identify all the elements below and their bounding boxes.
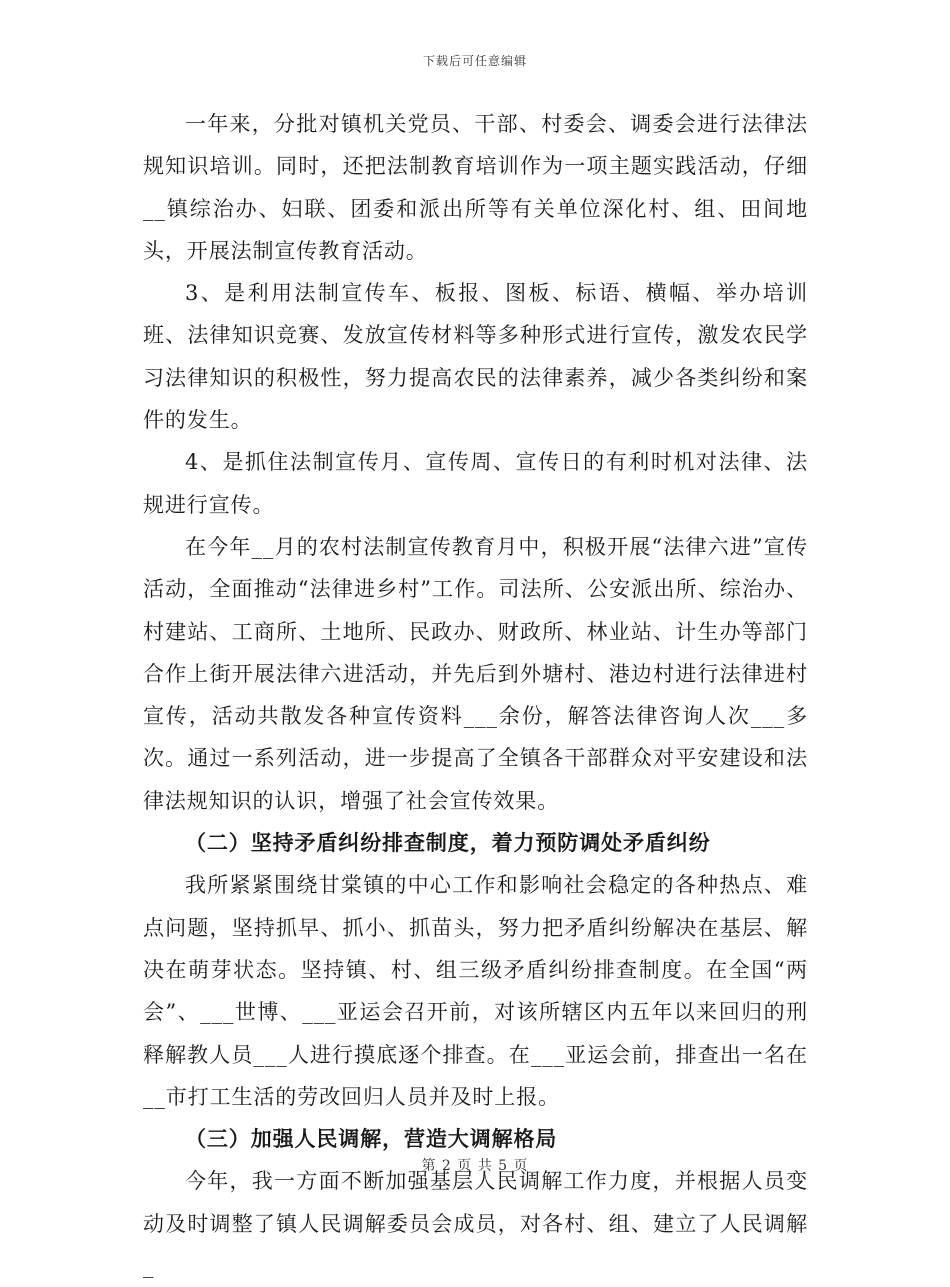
page-header: 下载后可任意编辑 xyxy=(422,54,527,68)
paragraph-item-3: 3、是利用法制宣传车、板报、图板、标语、横幅、举办培训班、法律知识竞赛、发放宣传材料等多种形式进行宣传，激发农民学习法律知识的积极性，努力提高农民的法律素养，减少各类纠纷和案件的发生。 xyxy=(143,281,808,433)
paragraph-legal-month: 在今年__月的农村法制宣传教育月中，积极开展“法律六进”宣传活动，全面推动“法律进乡村”工作。司法所、公安派出所、综治办、村建站、工商所、土地所、民政办、财政所、林业站、计生办等部门合作上街开展法律六进活动，并先后到外塘村、港边村进行法律进村宣传，活动共散发各种宣传资料___余份，解答法律咨询人次___多次。通过一系列活动，进一步提高了全镇各干部群众对平安建设和法律法规知识的认识，增强了社会宣传效果。 xyxy=(143,534,808,813)
paragraph-training: 一年来，分批对镇机关党员、干部、村委会、调委会进行法律法规知识培训。同时，还把法制教育培训作为一项主题实践活动，仔细__镇综治办、妇联、团委和派出所等有关单位深化村、组、田间地头，开展法制宣传教育活动。 xyxy=(143,112,808,263)
paragraph-dispute-screening: 我所紧紧围绕甘棠镇的中心工作和影响社会稳定的各种热点、难点问题，坚持抓早、抓小、抓苗头，努力把矛盾纠纷解决在基层、解决在萌芽状态。坚持镇、村、组三级矛盾纠纷排查制度。在全国“两会”、___世博、___亚运会召开前，对该所辖区内五年以来回归的刑释解教人员___人进行摸底逐个排查。在___亚运会前，排查出一名在__市打工生活的劳改回归人员并及时上报。 xyxy=(143,873,808,1109)
section-heading-2: （二）坚持矛盾纠纷排查制度，着力预防调处矛盾纠纷 xyxy=(185,830,711,856)
section-heading-3: （三）加强人民调解，营造大调解格局 xyxy=(185,1126,558,1152)
document-body xyxy=(143,103,808,1287)
page-footer: 第 2 页 共 5 页 xyxy=(421,1158,529,1174)
paragraph-mediation: 今年，我一方面不断加强基层人民调解工作力度，并根据人员变动及时调整了镇人民调解委员会成员，对各村、组、建立了人民调解_ xyxy=(143,1169,808,1279)
paragraph-item-4: 4、是抓住法制宣传月、宣传周、宣传日的有利时机对法律、法规进行宣传。 xyxy=(143,450,808,517)
